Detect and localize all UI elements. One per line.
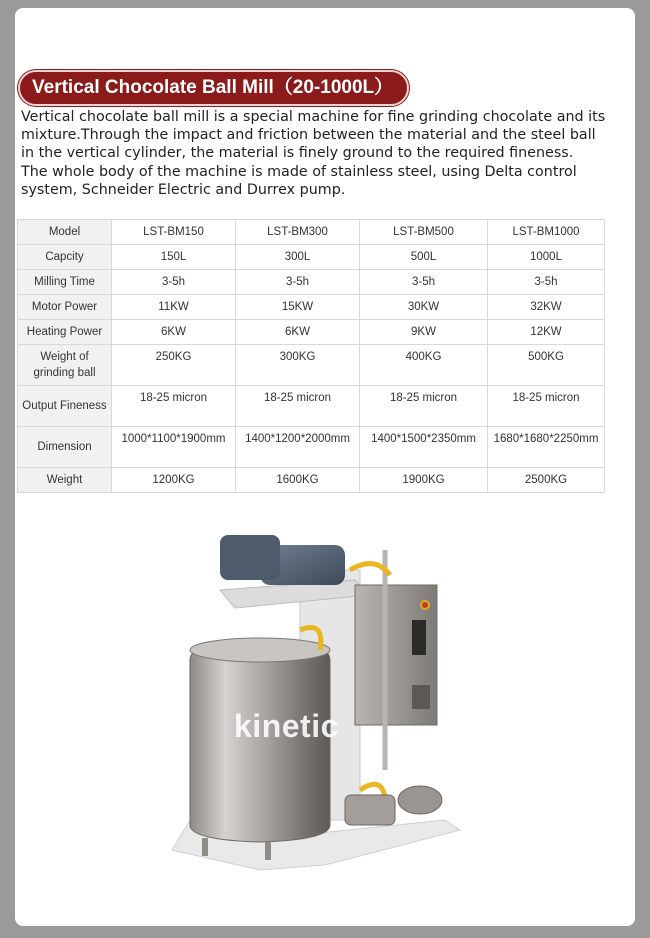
pump bbox=[398, 786, 442, 814]
table-cell: 1400*1200*2000mm bbox=[236, 427, 360, 468]
table-cell: 2500KG bbox=[488, 468, 605, 493]
tank-lid bbox=[190, 638, 330, 662]
table-cell: 9KW bbox=[360, 320, 488, 345]
table-cell: 15KW bbox=[236, 295, 360, 320]
spec-table bbox=[17, 219, 605, 493]
table-cell: 400KG bbox=[360, 345, 488, 386]
table-cell: 500KG bbox=[488, 345, 605, 386]
table-row bbox=[18, 345, 605, 386]
table-cell: 1200KG bbox=[112, 468, 236, 493]
table-cell: 1900KG bbox=[360, 468, 488, 493]
table-cell: 18-25 micron bbox=[112, 386, 236, 427]
table-cell: 12KW bbox=[488, 320, 605, 345]
table-cell: 300L bbox=[236, 245, 360, 270]
row-label: Model bbox=[18, 220, 112, 245]
row-label: Dimension bbox=[18, 427, 112, 468]
table-row bbox=[18, 245, 605, 270]
table-cell: LST-BM300 bbox=[236, 220, 360, 245]
table-cell: 3-5h bbox=[112, 270, 236, 295]
table-cell: 3-5h bbox=[236, 270, 360, 295]
table-cell: 1600KG bbox=[236, 468, 360, 493]
table-cell: 6KW bbox=[236, 320, 360, 345]
table-cell: 18-25 micron bbox=[488, 386, 605, 427]
table-row bbox=[18, 270, 605, 295]
table-cell: 1000L bbox=[488, 245, 605, 270]
table-row bbox=[18, 468, 605, 493]
table-cell: 150L bbox=[112, 245, 236, 270]
table-row bbox=[18, 320, 605, 345]
table-cell: LST-BM150 bbox=[112, 220, 236, 245]
table-cell: 1680*1680*2250mm bbox=[488, 427, 605, 468]
table-cell: 18-25 micron bbox=[360, 386, 488, 427]
table-row bbox=[18, 295, 605, 320]
table-cell: 3-5h bbox=[488, 270, 605, 295]
table-cell: 500L bbox=[360, 245, 488, 270]
product-description bbox=[21, 108, 606, 199]
description-paragraph-1: Vertical chocolate ball mill is a special machine for fine grinding chocolate and its mixture.Through the impact and friction between the material and the steel ball in the vertical cylinder, the material is finely ground to the required fineness. bbox=[21, 109, 606, 162]
row-label: Output Fineness bbox=[18, 386, 112, 427]
description-paragraph-2: The whole body of the machine is made of stainless steel, using Delta control system, Schneider Electric and Durrex pump. bbox=[21, 163, 577, 198]
table-cell: 6KW bbox=[112, 320, 236, 345]
page-title: Vertical Chocolate Ball Mill（20-1000L） bbox=[18, 70, 409, 106]
table-cell: 1000*1100*1900mm bbox=[112, 427, 236, 468]
vent-grille bbox=[412, 685, 430, 709]
table-cell: LST-BM1000 bbox=[488, 220, 605, 245]
row-label: Heating Power bbox=[18, 320, 112, 345]
table-cell: 300KG bbox=[236, 345, 360, 386]
table-cell: 32KW bbox=[488, 295, 605, 320]
pump-motor bbox=[345, 795, 395, 825]
gearbox bbox=[220, 535, 280, 580]
row-label: Weight of grinding ball bbox=[18, 345, 112, 386]
control-panel bbox=[412, 620, 426, 655]
tank-leg bbox=[265, 842, 271, 860]
product-image bbox=[150, 520, 470, 880]
row-label: Milling Time bbox=[18, 270, 112, 295]
table-cell: 1400*1500*2350mm bbox=[360, 427, 488, 468]
table-cell: 30KW bbox=[360, 295, 488, 320]
table-cell: 11KW bbox=[112, 295, 236, 320]
row-label: Motor Power bbox=[18, 295, 112, 320]
table-cell: 18-25 micron bbox=[236, 386, 360, 427]
tank-leg bbox=[202, 838, 208, 856]
table-cell: 250KG bbox=[112, 345, 236, 386]
table-cell: 3-5h bbox=[360, 270, 488, 295]
row-label: Capcity bbox=[18, 245, 112, 270]
table-cell: LST-BM500 bbox=[360, 220, 488, 245]
table-row bbox=[18, 386, 605, 427]
watermark-logo: kinetic bbox=[234, 708, 339, 744]
row-label: Weight bbox=[18, 468, 112, 493]
table-row bbox=[18, 427, 605, 468]
table-row bbox=[18, 220, 605, 245]
